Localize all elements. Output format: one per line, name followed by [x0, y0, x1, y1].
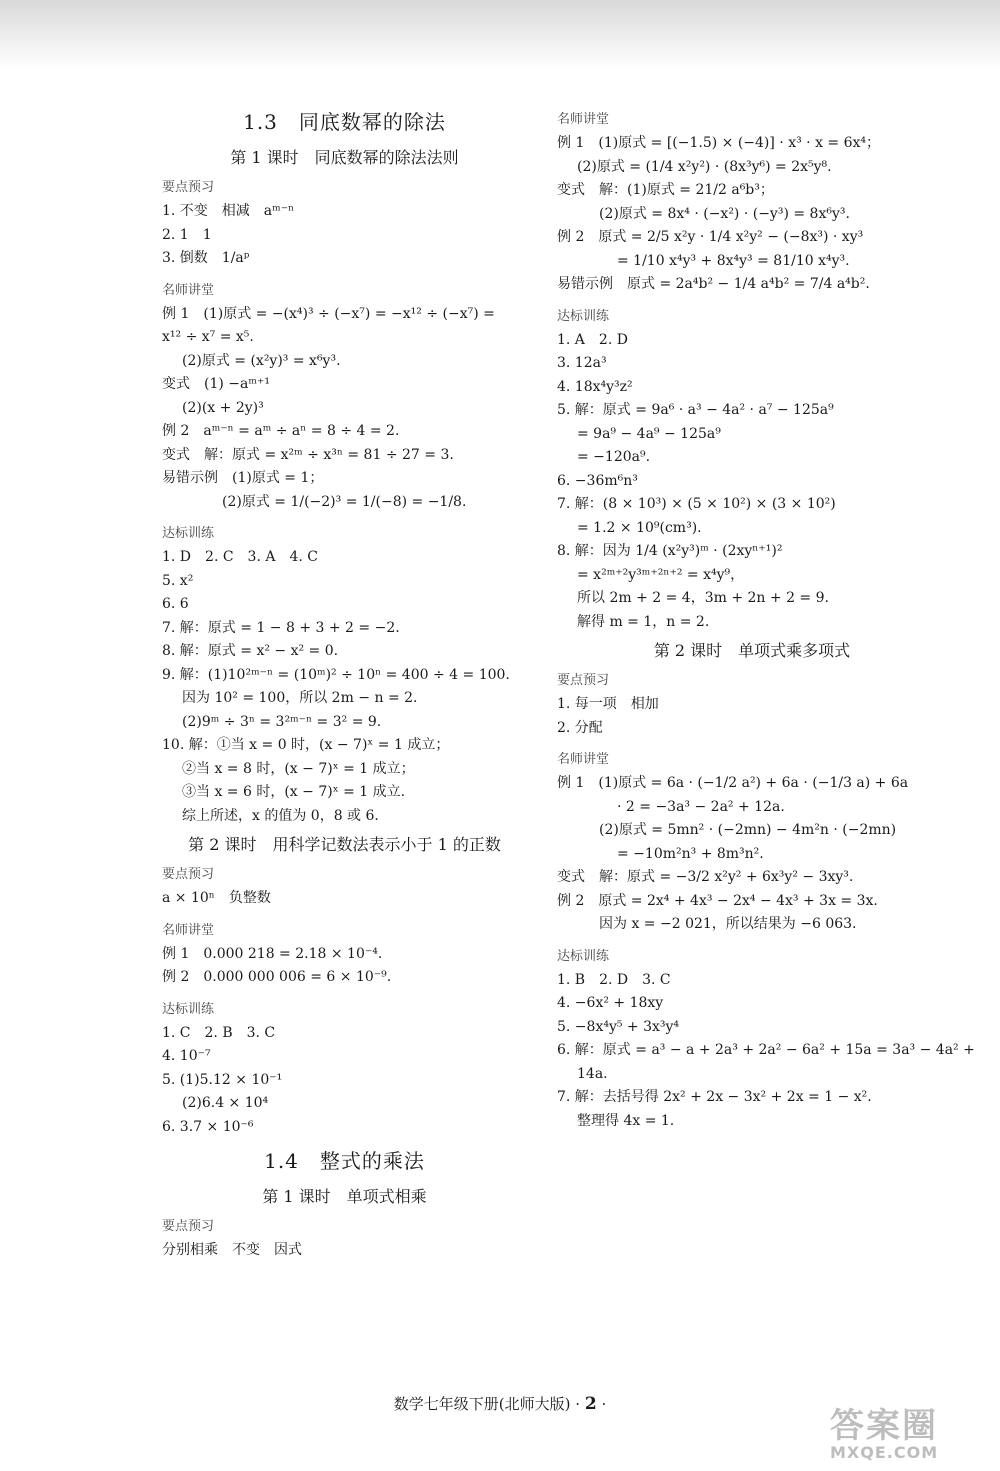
- answer-line: 5. (1)5.12 × 10⁻¹: [162, 1071, 283, 1088]
- answer-line: = 1.2 × 10⁹(cm³).: [577, 519, 702, 536]
- answer-line: 综上所述，x 的值为 0，8 或 6.: [182, 807, 379, 824]
- answer-line: 解得 m = 1，n = 2.: [577, 613, 710, 630]
- answer-line: 7. 解：(8 × 10³) × (5 × 10²) × (3 × 10²): [557, 496, 836, 512]
- answer-line: a × 10ⁿ 负整数: [162, 890, 271, 906]
- answer-line: 例 1 0.000 218 = 2.18 × 10⁻⁴.: [162, 945, 383, 962]
- answer-line: 因为 10² = 100，所以 2m − n = 2.: [182, 690, 418, 706]
- answer-line: 6. 6: [162, 596, 189, 612]
- answer-line: 所以 2m + 2 = 4，3m + 2n + 2 = 9.: [577, 590, 829, 606]
- answer-line: 1. D 2. C 3. A 4. C: [162, 549, 318, 565]
- answer-line: 易错示例 原式 = 2a⁴b² − 1/4 a⁴b² = 7/4 a⁴b².: [557, 276, 870, 292]
- subsection-heading: 达标训练: [557, 308, 610, 324]
- answer-line: 4. 10⁻⁷: [162, 1048, 211, 1064]
- answer-line: ③当 x = 6 时，(x − 7)ˣ = 1 成立.: [182, 784, 406, 800]
- answer-line: 6. 解：原式 = a³ − a + 2a³ + 2a² − 6a² + 15a = 3a³ − 4a² +: [557, 1042, 975, 1058]
- answer-line: (2)9ᵐ ÷ 3ⁿ = 3²ᵐ⁻ⁿ = 3² = 9.: [182, 713, 382, 730]
- answer-line: 1. C 2. B 3. C: [162, 1024, 276, 1041]
- scan-shadow-band: [0, 0, 1000, 70]
- answer-line: x¹² ÷ x⁷ = x⁵.: [162, 329, 254, 345]
- subsection-heading: 达标训练: [557, 948, 610, 964]
- subsection-heading: 要点预习: [162, 1219, 215, 1234]
- subsection-heading: 要点预习: [557, 673, 610, 688]
- answer-line: 例 2 aᵐ⁻ⁿ = aᵐ ÷ aⁿ = 8 ÷ 4 = 2.: [162, 423, 400, 439]
- answer-line: 例 1 (1)原式 = −(x⁴)³ ÷ (−x⁷) = −x¹² ÷ (−x⁷) =: [162, 305, 495, 322]
- answer-line: 例 2 0.000 000 006 = 6 × 10⁻⁹.: [162, 969, 392, 985]
- answer-line: (2)原式 = (x²y)³ = x⁶y³.: [182, 352, 341, 369]
- subsection-heading: 名师讲堂: [162, 922, 215, 938]
- answer-line: 例 1 (1)原式 = [(−1.5) × (−4)] · x³ · x = 6x⁴；: [557, 135, 881, 151]
- footer-title: 数学七年级下册(北师大版): [393, 1395, 571, 1413]
- answer-line: 6. 3.7 × 10⁻⁶: [162, 1118, 254, 1135]
- subsection-heading: 达标训练: [162, 1001, 215, 1017]
- lesson-title: 第 2 课时 用科学记数法表示小于 1 的正数: [188, 835, 501, 854]
- right-column: [557, 100, 975, 1133]
- answer-line: (2)原式 = 1/(−2)³ = 1/(−8) = −1/8.: [222, 493, 467, 510]
- answer-line: 3. 倒数 1/aᵖ: [162, 250, 250, 266]
- lesson-title: 第 2 课时 单项式乘多项式: [653, 641, 851, 660]
- section-title: 1.4 整式的乘法: [264, 1149, 425, 1173]
- watermark-line1: 答案圈: [830, 1406, 938, 1446]
- answer-line: 1. 不变 相减 aᵐ⁻ⁿ: [162, 203, 295, 219]
- answer-line: 2. 分配: [557, 719, 603, 736]
- answer-line: = 9a⁹ − 4a⁹ − 125a⁹: [577, 425, 721, 442]
- answer-line: 变式 (1) −aᵐ⁺¹: [162, 376, 270, 392]
- answer-line: = −120a⁹.: [577, 449, 651, 465]
- answer-line: 整理得 4x = 1.: [577, 1112, 675, 1129]
- subsection-heading: 达标训练: [162, 526, 215, 541]
- answer-line: 7. 解：原式 = 1 − 8 + 3 + 2 = −2.: [162, 619, 400, 636]
- answer-line: 因为 x = −2 021，所以结果为 −6 063.: [599, 916, 857, 932]
- answer-line: 5. −8x⁴y⁵ + 3x³y⁴: [557, 1018, 680, 1035]
- watermark-logo: [830, 1408, 980, 1464]
- answer-line: 分别相乘 不变 因式: [162, 1242, 302, 1258]
- answer-line: (2)6.4 × 10⁴: [182, 1095, 269, 1111]
- answer-line: · 2 = −3a³ − 2a² + 12a.: [617, 798, 785, 815]
- answer-line: 1. 每一项 相加: [557, 696, 659, 712]
- answer-line: 变式 解：原式 = −3/2 x²y² + 6x³y² − 3xy³.: [557, 869, 854, 885]
- answer-line: 9. 解：(1)10²ᵐ⁻ⁿ = (10ᵐ)² ÷ 10ⁿ = 400 ÷ 4 = 100.: [162, 666, 510, 683]
- answer-line: 4. 18x⁴y³z²: [557, 378, 633, 395]
- answer-line: = −10m²n³ + 8m³n².: [617, 845, 764, 862]
- answer-line: 8. 解：因为 1/4 (x²y³)ᵐ · (2xyⁿ⁺¹)²: [557, 543, 783, 559]
- answer-line: 变式 解：(1)原式 = 21/2 a⁶b³；: [557, 182, 774, 198]
- answer-line: 14a.: [577, 1065, 608, 1082]
- answer-line: 5. 解：原式 = 9a⁶ · a³ − 4a² · a⁷ − 125a⁹: [557, 402, 834, 418]
- page-number: 2: [584, 1394, 597, 1414]
- subsection-heading: 要点预习: [162, 180, 215, 195]
- answer-line: 易错示例 (1)原式 = 1；: [162, 470, 324, 486]
- answer-line: 4. −6x² + 18xy: [557, 995, 664, 1011]
- answer-line: (2)(x + 2y)³: [182, 399, 264, 416]
- answer-line: 5. x²: [162, 572, 194, 589]
- answer-line: = x²ᵐ⁺²y³ᵐ⁺²ⁿ⁺² = x⁴y⁹，: [577, 566, 745, 583]
- answer-line: (2)原式 = 8x⁴ · (−x²) · (−y³) = 8x⁶y³.: [599, 205, 850, 222]
- answer-line: = 1/10 x⁴y³ + 8x⁴y³ = 81/10 x⁴y³.: [617, 252, 850, 269]
- answer-line: 例 2 原式 = 2x⁴ + 4x³ − 2x⁴ − 4x³ + 3x = 3x.: [557, 892, 878, 909]
- lesson-title: 第 1 课时 同底数幂的除法法则: [230, 148, 459, 167]
- footer-dot-left: ·: [575, 1395, 581, 1413]
- answer-line: 8. 解：原式 = x² − x² = 0.: [162, 643, 339, 659]
- answer-line: (2)原式 = (1/4 x²y²) · (8x³y⁶) = 2x⁵y⁸.: [577, 158, 832, 175]
- subsection-heading: 名师讲堂: [162, 282, 215, 298]
- answer-line: 1. B 2. D 3. C: [557, 971, 671, 988]
- answer-line: 6. −36m⁶n³: [557, 472, 638, 489]
- subsection-heading: 要点预习: [162, 867, 215, 882]
- answer-line: 7. 解：去括号得 2x² + 2x − 3x² + 2x = 1 − x².: [557, 1089, 872, 1105]
- subsection-heading: 名师讲堂: [557, 752, 610, 767]
- footer-dot-right: ·: [601, 1395, 607, 1413]
- answer-line: 例 2 原式 = 2/5 x²y · 1/4 x²y² − (−8x³) · xy³: [557, 229, 864, 245]
- left-column: [162, 100, 527, 1263]
- answer-line: 10. 解：①当 x = 0 时，(x − 7)ˣ = 1 成立；: [162, 737, 450, 753]
- lesson-title: 第 1 课时 单项式相乘: [262, 1187, 427, 1206]
- answer-line: 例 1 (1)原式 = 6a · (−1/2 a²) + 6a · (−1/3 a) + 6a: [557, 775, 909, 791]
- answer-line: ②当 x = 8 时，(x − 7)ˣ = 1 成立；: [182, 760, 415, 777]
- answer-line: 3. 12a³: [557, 355, 607, 371]
- watermark-line2: MXQE.COM: [830, 1443, 939, 1462]
- answer-line: 变式 解：原式 = x²ᵐ ÷ x³ⁿ = 81 ÷ 27 = 3.: [162, 446, 454, 463]
- answer-line: (2)原式 = 5mn² · (−2mn) − 4m²n · (−2mn): [599, 822, 897, 838]
- subsection-heading: 名师讲堂: [557, 112, 610, 127]
- answer-line: 2. 1 1: [162, 226, 212, 243]
- section-title: 1.3 同底数幂的除法: [243, 110, 446, 134]
- answer-line: 1. A 2. D: [557, 331, 628, 348]
